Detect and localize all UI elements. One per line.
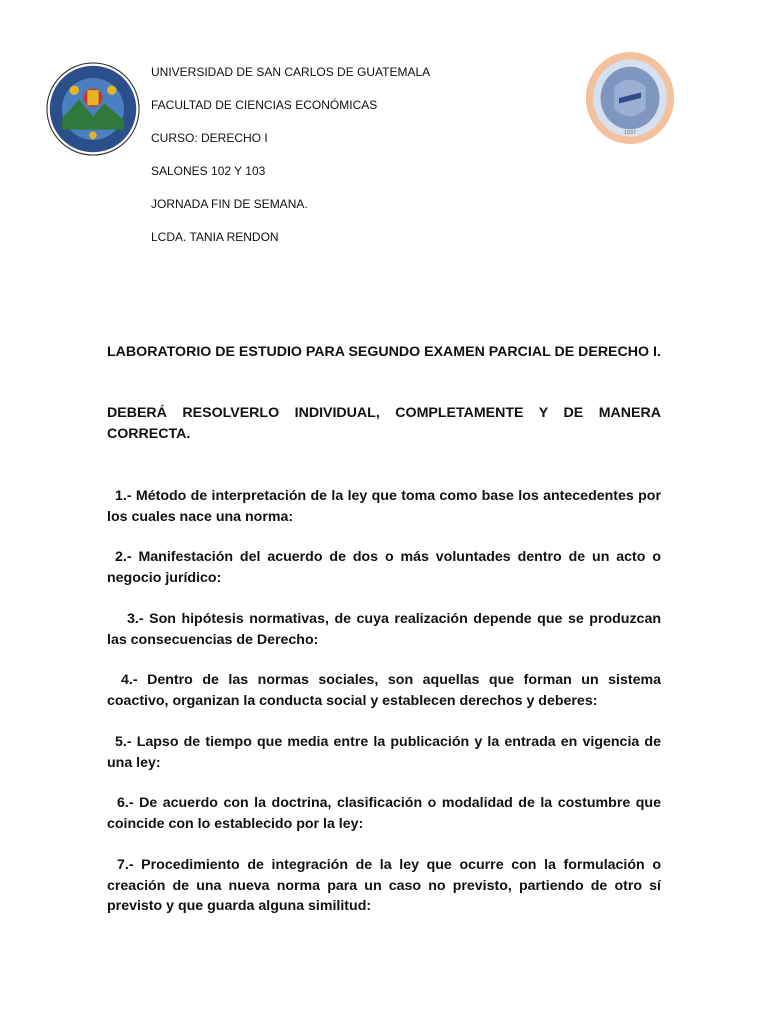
question-7: 7.- Procedimiento de integración de la ley que ocurre con la formulación o creación de una nueva norma para un caso no previsto, partiendo de otro sí previsto y que guarda alguna similitud:	[107, 857, 661, 914]
question-2: 2.- Manifestación del acuerdo de dos o más voluntades dentro de un acto o negocio jurídico:	[107, 549, 661, 586]
question-1: 1.- Método de interpretación de la ley que toma como base los antecedentes por los cuales nace una norma:	[107, 488, 661, 525]
header-rooms: SALONES 102 Y 103	[151, 164, 266, 178]
question-5: 5.- Lapso de tiempo que media entre la publicación y la entrada en vigencia de una ley:	[107, 734, 661, 771]
usac-seal-icon	[46, 62, 140, 156]
question-6: 6.- De acuerdo con la doctrina, clasificación o modalidad de la costumbre que coincide con lo establecido por la ley:	[107, 795, 661, 832]
header-schedule: JORNADA FIN DE SEMANA.	[151, 197, 308, 211]
header-university: UNIVERSIDAD DE SAN CARLOS DE GUATEMALA	[151, 65, 431, 79]
economics-faculty-seal-icon	[584, 50, 676, 146]
header-faculty: FACULTAD DE CIENCIAS ECONÓMICAS	[151, 98, 378, 112]
question-3: 3.- Son hipótesis normativas, de cuya realización depende que se produzcan las consecuencias de Derecho:	[107, 611, 661, 648]
svg-text:1937: 1937	[623, 129, 637, 136]
header-block	[151, 64, 430, 262]
header-course: CURSO: DERECHO I	[151, 131, 268, 145]
document-title: LABORATORIO DE ESTUDIO PARA SEGUNDO EXAMEN PARCIAL DE DERECHO I.	[107, 344, 661, 360]
instruction-text: DEBERÁ RESOLVERLO INDIVIDUAL, COMPLETAMENTE Y DE MANERA CORRECTA.	[107, 405, 661, 442]
header-professor: LCDA. TANIA RENDON	[151, 230, 279, 244]
question-4: 4.- Dentro de las normas sociales, son aquellas que forman un sistema coactivo, organizan la conducta social y establecen derechos y deberes:	[107, 672, 661, 709]
